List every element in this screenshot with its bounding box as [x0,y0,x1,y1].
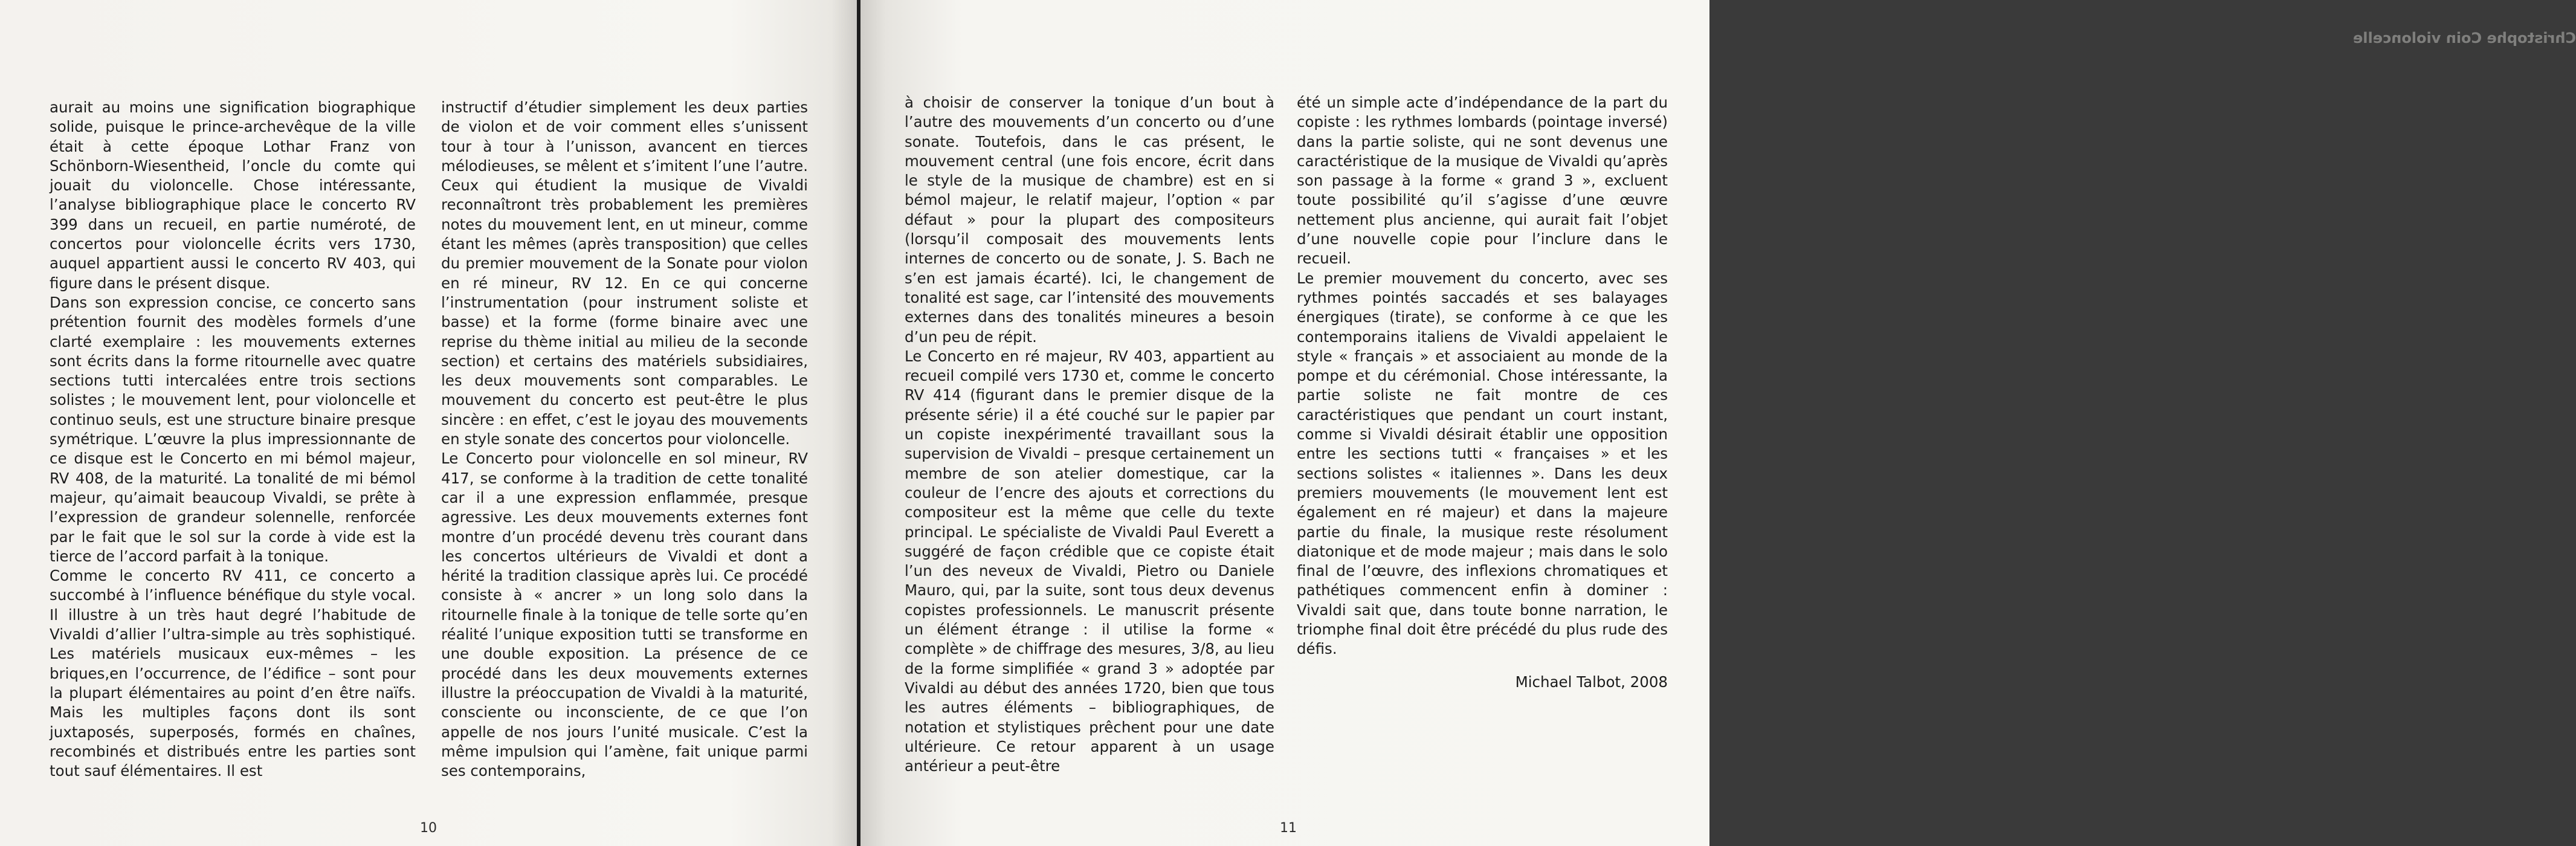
right-page-column-2 [1297,93,1668,692]
paragraph: Le premier mouvement du concerto, avec ses rythmes pointés saccadés et ses balayages énergiques (tirate), se conforme à ce que les contemporains italiens de Vivaldi appelaient le style « français » et associaient au monde de la pompe et du cérémonial. Chose intéressante, la partie soliste ne fait montre de ces caractéristiques que pendant un court instant, comme si Vivaldi désirait établir une opposition entre les sections tutti « françaises » et les sections solistes « italiennes ». Dans les deux premiers mouvements (le mouvement lent est également en ré majeur) et dans la majeure partie du finale, la musique reste résolument diatonique et de mode majeur ; mais dans le solo final de l’œuvre, des inflexions chromatiques et pathétiques commencent enfin à dominer : Vivaldi sait que, dans toute bonne narration, le triomphe final doit être précédé du plus rude des défis. [1297,269,1668,658]
author-signature: Michael Talbot, 2008 [1515,673,1668,691]
left-page [0,0,857,846]
left-page-column-2 [441,98,808,781]
paragraph: à choisir de conserver la tonique d’un bout à l’autre des mouvements d’un concerto ou d’une sonate. Toutefois, dans le cas présent, le mouvement central (une fois encore, écrit dans le style de la musique de chambre) est en si bémol majeur, le relatif majeur, l’option « par défaut » pour la plupart des compositeurs (lorsqu’il composait des mouvements lents internes de concerto ou de sonate, J. S. Bach ne s’en est jamais écarté). Ici, le changement de tonalité est sage, car l’intensité des mouvements externes dans des tonalités mineures a besoin d’un peu de répit. [905,94,1274,346]
paragraph: Le Concerto pour violoncelle en sol mineur, RV 417, se conforme à la tradition de cette tonalité car il a une expression enflammée, presque agressive. Les deux mouvements externes font montre d’un procédé devenu très courant dans les concertos ultérieurs de Vivaldi et dont a hérité la tradition classique après lui. Ce procédé consiste à « ancrer » un long solo dans la ritournelle finale à la tonique de telle sorte qu’en réalité l’unique exposition tutti se transforme en une double exposition. La présence de ce procédé dans les deux mouvements externes illustre la préoccupation de Vivaldi à la maturité, consciente ou inconsciente, de ce que l’on appelle de nos jours l’unité musicale. C’est la même impulsion qui l’amène, fait unique parmi ses contemporains, [441,450,808,780]
left-page-column-1 [50,98,416,781]
page-number-left: 10 [420,821,437,836]
paragraph: instructif d’étudier simplement les deux parties de violon et de voir comment elles s’unissent tour à tour à l’unisson, avancent en tierces mélodieuses, se mêlent et s’imitent l’une l’autre. Ceux qui étudient la musique de Vivaldi reconnaîtront très probablement les premières notes du mouvement lent, en ut mineur, comme étant les mêmes (après transposition) que celles du premier mouvement de la Sonate pour violon en ré mineur, RV 12. En ce qui concerne l’instrumentation (pour instrument soliste et basse) et la forme (forme binaire avec une reprise du thème initial au milieu de la seconde section) et certains des matériels subsidiaires, les deux mouvements sont comparables. Le mouvement du concerto est peut-être le plus sincère : en effet, c’est le joyau des mouvements en style sonate des concertos pour violoncelle. [441,98,808,448]
bleed-through-heading: Christophe Coin violoncelle [2353,30,2576,47]
paragraph: Dans son expression concise, ce concerto sans prétention fournit des modèles formels d’une clarté exemplaire : les mouvements externes sont écrits dans la forme ritournelle avec quatre sections tutti intercalées entre trois sections solistes ; le mouvement lent, pour violoncelle et continuo seuls, est une structure binaire presque symétrique. L’œuvre la plus impressionnante de ce disque est le Concerto en mi bémol majeur, RV 408, de la maturité. La tonalité de mi bémol majeur, qu’aimait beaucoup Vivaldi, se prête à l’expression de grandeur solennelle, renforcée par le fait que le sol sur la corde à vide est la tierce de l’accord parfait à la tonique. [50,293,416,565]
paragraph: Le Concerto en ré majeur, RV 403, appartient au recueil compilé vers 1730 et, comme le concerto RV 414 (figurant dans le premier disque de la présente série) il a été couché sur le papier par un copiste inexpérimenté travaillant sous la supervision de Vivaldi – presque certainement un membre de son atelier domestique, car la couleur de l’encre des ajouts et corrections du compositeur est la même que celle du texte principal. Le spécialiste de Vivaldi Paul Everett a suggéré de façon crédible que ce copiste était l’un des neveux de Vivaldi, Pietro ou Daniele Mauro, qui, par la suite, sont tous deux devenus copistes professionnels. Le manuscrit présente un élément étrange : il utilise la forme « complète » de chiffrage des mesures, 3/8, au lieu de la forme simplifiée « grand 3 » adoptée par Vivaldi au début des années 1720, bien que tous les autres éléments – bibliographiques, de notation et stylistiques prêchent pour une date ultérieure. Ce retour apparent à un usage antérieur a peut-être [905,347,1274,775]
paragraph: été un simple acte d’indépendance de la part du copiste : les rythmes lombards (pointage inversé) dans la partie soliste, qui ne sont devenus une caractéristique de la musique de Vivaldi qu’après son passage à la forme « grand 3 », excluent toute possibilité qu’il s’agisse d’une œuvre nettement plus ancienne, qui aurait fait l’objet d’une nouvelle copie pour l’inclure dans le recueil. [1297,94,1668,268]
page-number-right: 11 [1280,821,1297,836]
paragraph: aurait au moins une signification biographique solide, puisque le prince-archevêque de la ville était à cette époque Lothar Franz von Schönborn-Wiesentheid, l’oncle du comte qui jouait du violoncelle. Chose intéressante, l’analyse bibliographique place le concerto RV 399 dans un recueil, en partie numéroté, de concertos pour violoncelle écrits vers 1730, auquel appartient aussi le concerto RV 403, qui figure dans le présent disque. [50,98,416,292]
paragraph: Comme le concerto RV 411, ce concerto a succombé à l’influence bénéfique du style vocal. Il illustre à un très haut degré l’habitude de Vivaldi d’allier l’ultra-simple au très sophistiqué. Les matériels musicaux eux-mêmes – les briques,en l’occurrence, de l’édifice – sont pour la plupart élémentaires au point d’en être naïfs. Mais les multiples façons dont ils sont juxtaposés, superposés, formés en chaînes, recombinés et distribués entre les parties sont tout sauf élémentaires. Il est [50,567,416,780]
right-page-column-1 [905,93,1274,776]
